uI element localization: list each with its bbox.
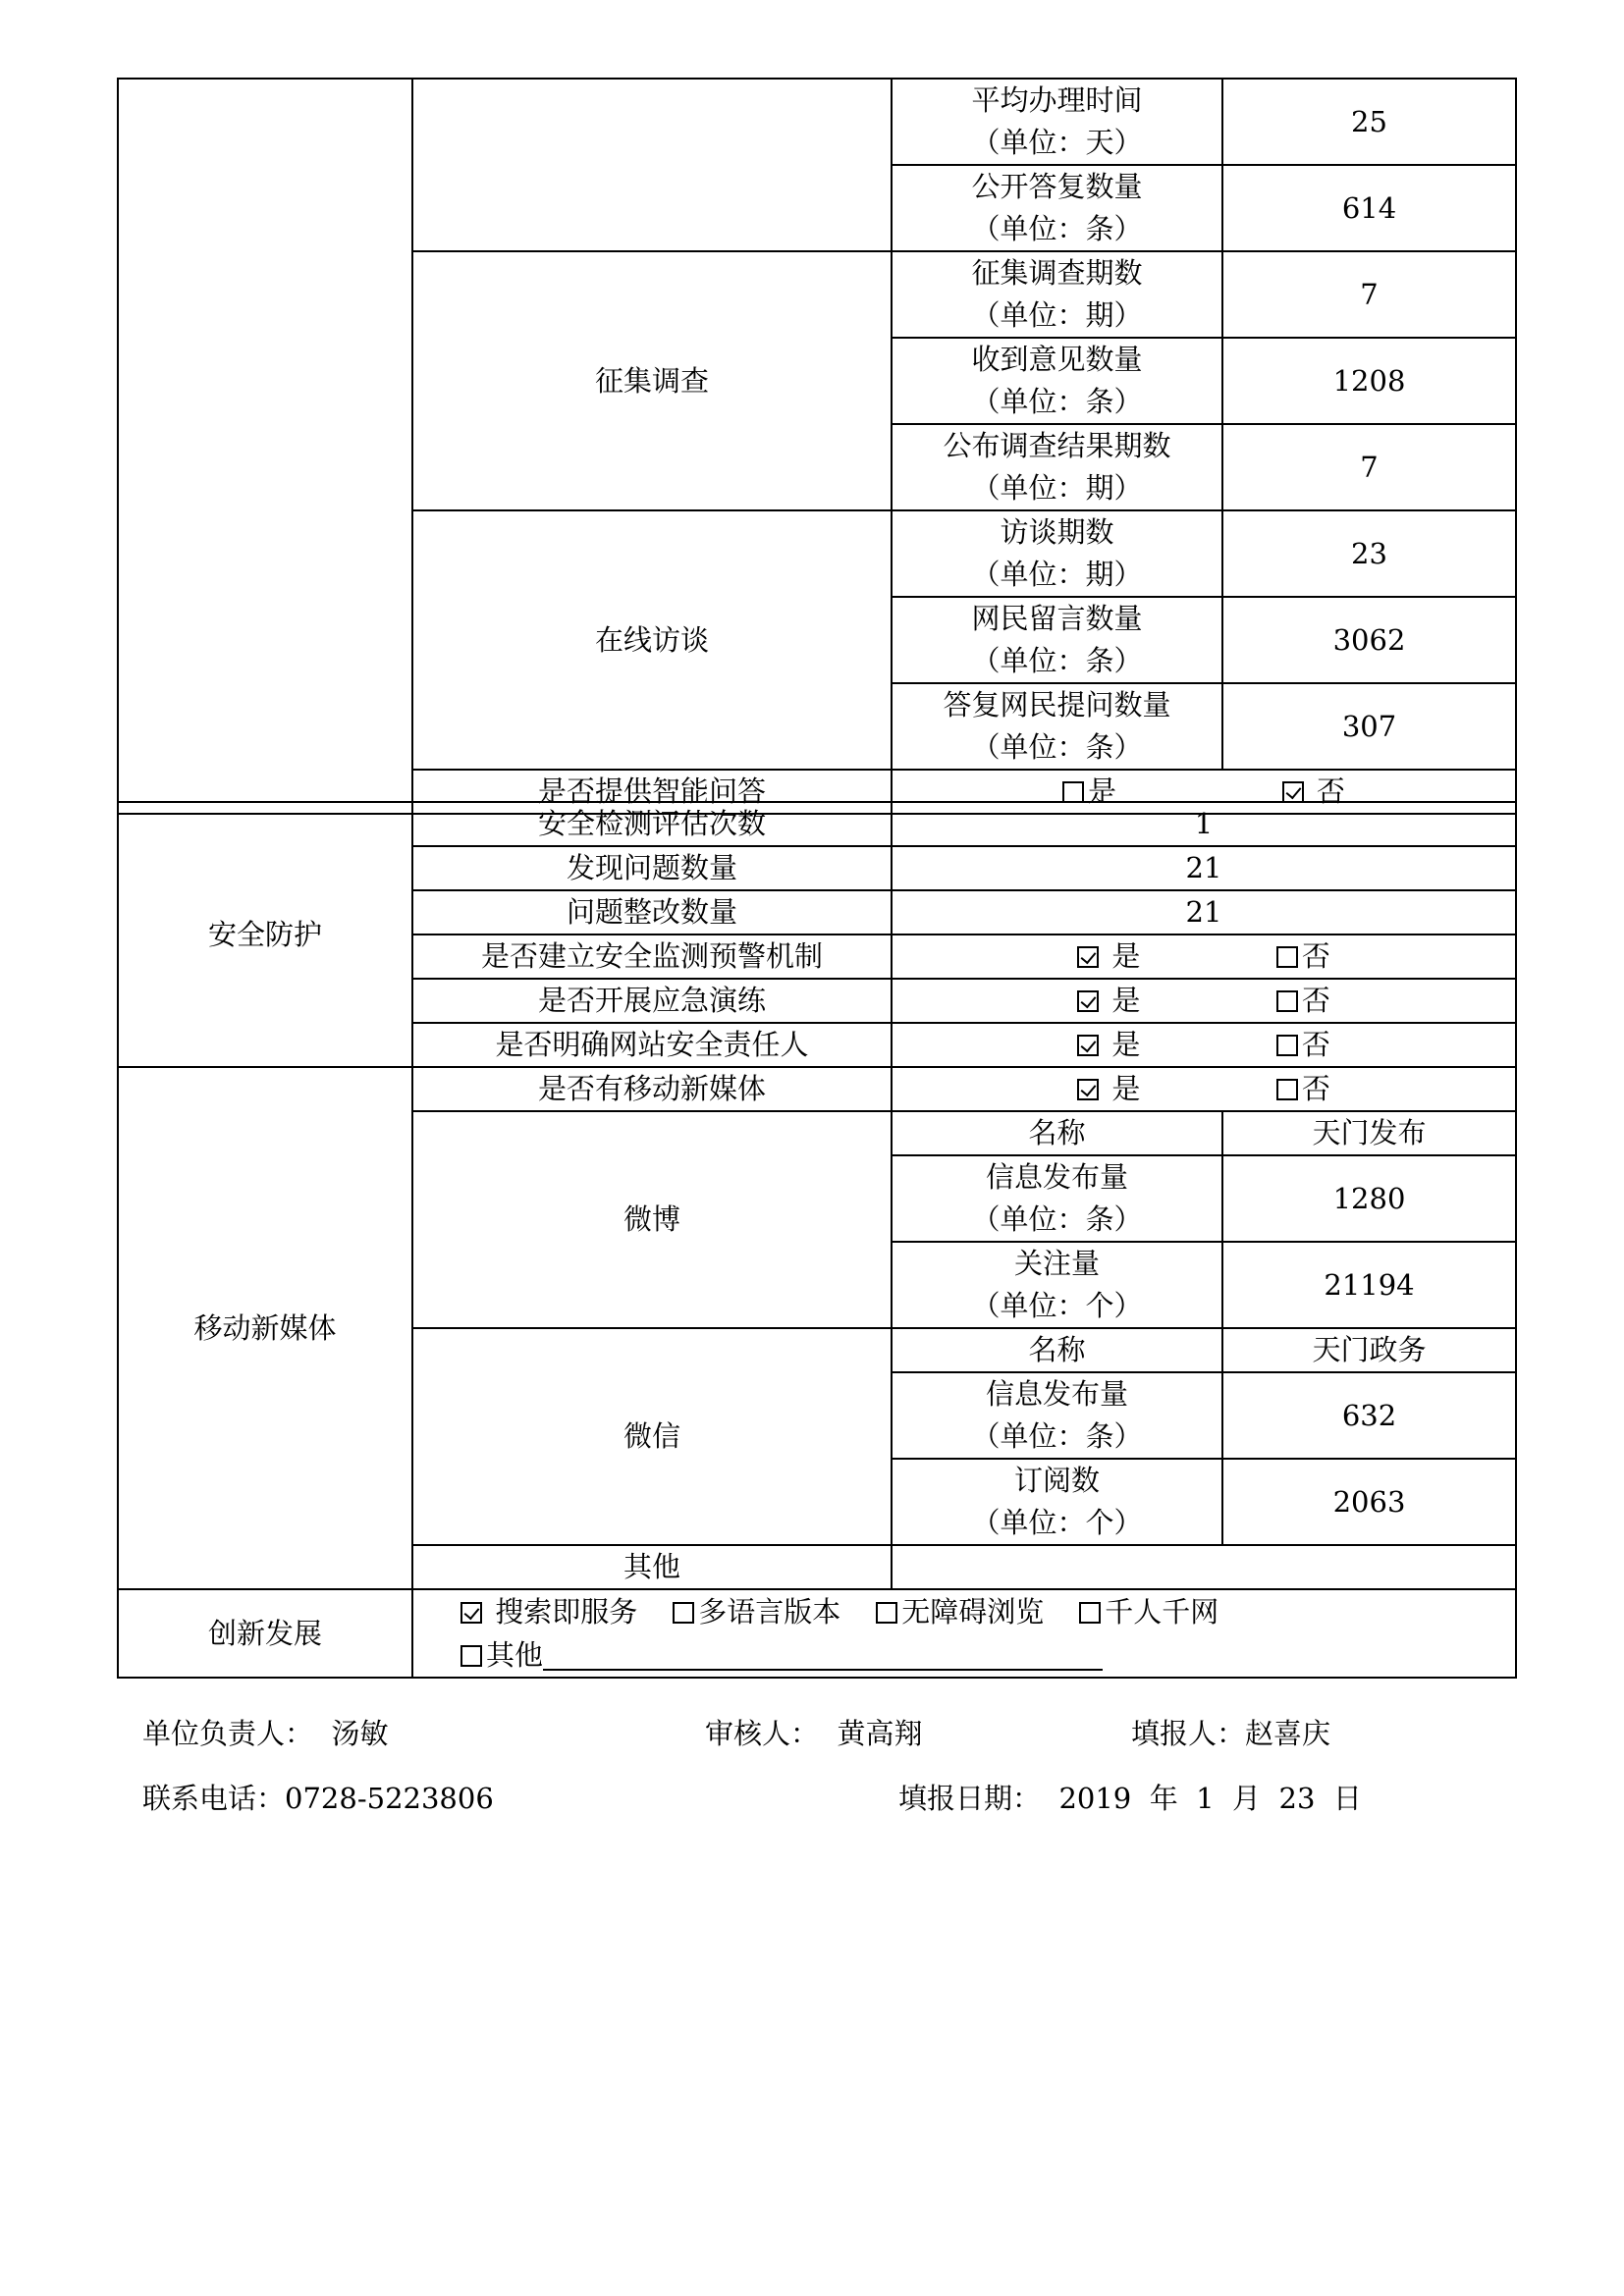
checkbox-icon[interactable] [1079,1602,1101,1624]
smart-qa-yes-option[interactable]: 是 [1062,771,1116,813]
survey-item-label: 征集调查期数 （单位：期） [892,251,1222,338]
checkbox-icon[interactable] [1276,946,1298,968]
security-row-value: 21 [892,846,1516,890]
checkbox-checked-icon[interactable] [1077,990,1099,1012]
interview-label: 在线访谈 [412,510,892,770]
no-option[interactable]: 否 [1276,935,1330,978]
innovation-label: 创新发展 [118,1589,412,1678]
has-media-options [892,1067,1516,1111]
no-option[interactable]: 否 [1276,1068,1330,1110]
survey-item-value: 7 [1222,424,1516,510]
checkbox-icon[interactable] [1276,990,1298,1012]
weibo-item-label: 信息发布量 （单位：条） [892,1155,1222,1242]
footer-phone: 联系电话：0728-5223806 [142,1782,494,1815]
checkbox-icon[interactable] [460,1645,482,1667]
interview-item-value: 307 [1222,683,1516,770]
avg-time-value: 25 [1222,79,1516,165]
security-row-label: 问题整改数量 [412,890,892,934]
checkbox-checked-icon[interactable] [1282,781,1304,803]
innovation-option-multilang[interactable]: 多语言版本 [673,1590,840,1633]
survey-item-label: 公布调查结果期数 （单位：期） [892,424,1222,510]
checkbox-checked-icon[interactable] [460,1602,482,1624]
wechat-item-label: 订阅数 （单位：个） [892,1459,1222,1545]
interaction-section-cell [118,79,412,814]
interview-item-value: 23 [1222,510,1516,597]
no-option[interactable]: 否 [1276,1024,1330,1066]
security-row-value: 1 [892,802,1516,846]
weibo-item-label: 关注量 （单位：个） [892,1242,1222,1328]
weibo-name-label: 名称 [892,1111,1222,1155]
security-check-label: 是否开展应急演练 [412,979,892,1023]
wechat-name-value: 天门政务 [1222,1328,1516,1372]
interview-item-label: 网民留言数量 （单位：条） [892,597,1222,683]
yes-option[interactable]: 是 [1077,1068,1140,1110]
mobile-other-value [892,1545,1516,1589]
footer-date: 填报日期： 2019 年 1 月 23 日 [898,1782,1362,1815]
security-check-options [892,1023,1516,1067]
security-section-label: 安全防护 [118,802,412,1067]
wechat-item-value: 632 [1222,1372,1516,1459]
wechat-name-label: 名称 [892,1328,1222,1372]
yes-option[interactable]: 是 [1077,935,1140,978]
has-media-label: 是否有移动新媒体 [412,1067,892,1111]
other-underline-field[interactable] [543,1637,1103,1671]
innovation-option-accessibility[interactable]: 无障碍浏览 [876,1590,1044,1633]
checkbox-icon[interactable] [673,1602,694,1624]
security-check-label: 是否建立安全监测预警机制 [412,934,892,979]
survey-label: 征集调查 [412,251,892,510]
public-reply-value: 614 [1222,165,1516,251]
yes-option[interactable]: 是 [1077,980,1140,1022]
public-reply-label: 公开答复数量 （单位：条） [892,165,1222,251]
no-option[interactable]: 否 [1276,980,1330,1022]
weibo-label: 微博 [412,1111,892,1328]
wechat-label: 微信 [412,1328,892,1545]
security-row-value: 21 [892,890,1516,934]
weibo-name-value: 天门发布 [1222,1111,1516,1155]
mobile-section-label: 移动新媒体 [118,1067,412,1589]
innovation-option-personalized[interactable]: 千人千网 [1079,1590,1218,1633]
footer-filler: 填报人：赵喜庆 [1131,1717,1331,1750]
footer-reviewer: 审核人： 黄高翔 [705,1717,923,1750]
security-check-label: 是否明确网站安全责任人 [412,1023,892,1067]
report-table [117,78,1517,815]
smart-qa-no-option[interactable]: 否 [1282,771,1345,813]
wechat-item-label: 信息发布量 （单位：条） [892,1372,1222,1459]
report-table-lower [117,801,1517,1679]
checkbox-checked-icon[interactable] [1077,1035,1099,1056]
yes-option[interactable]: 是 [1077,1024,1140,1066]
weibo-item-value: 1280 [1222,1155,1516,1242]
mobile-other-label: 其他 [412,1545,892,1589]
wechat-item-value: 2063 [1222,1459,1516,1545]
checkbox-icon[interactable] [876,1602,897,1624]
innovation-options [412,1589,1516,1678]
survey-item-value: 7 [1222,251,1516,338]
interview-item-label: 答复网民提问数量 （单位：条） [892,683,1222,770]
smart-qa-label: 是否提供智能问答 [412,770,892,814]
weibo-item-value: 21194 [1222,1242,1516,1328]
avg-time-label: 平均办理时间 （单位：天） [892,79,1222,165]
consultation-group-cell [412,79,892,251]
security-check-options [892,979,1516,1023]
security-row-label: 安全检测评估次数 [412,802,892,846]
interview-item-value: 3062 [1222,597,1516,683]
security-check-options [892,934,1516,979]
innovation-option-other[interactable]: 其他 [460,1633,543,1677]
security-row-label: 发现问题数量 [412,846,892,890]
checkbox-icon[interactable] [1276,1035,1298,1056]
checkbox-icon[interactable] [1276,1079,1298,1100]
innovation-option-search[interactable]: 搜索即服务 [460,1590,637,1633]
checkbox-checked-icon[interactable] [1077,946,1099,968]
survey-item-label: 收到意见数量 （单位：条） [892,338,1222,424]
footer-head: 单位负责人： 汤敏 [142,1717,389,1750]
checkbox-checked-icon[interactable] [1077,1079,1099,1100]
interview-item-label: 访谈期数 （单位：期） [892,510,1222,597]
survey-item-value: 1208 [1222,338,1516,424]
checkbox-icon[interactable] [1062,781,1084,803]
